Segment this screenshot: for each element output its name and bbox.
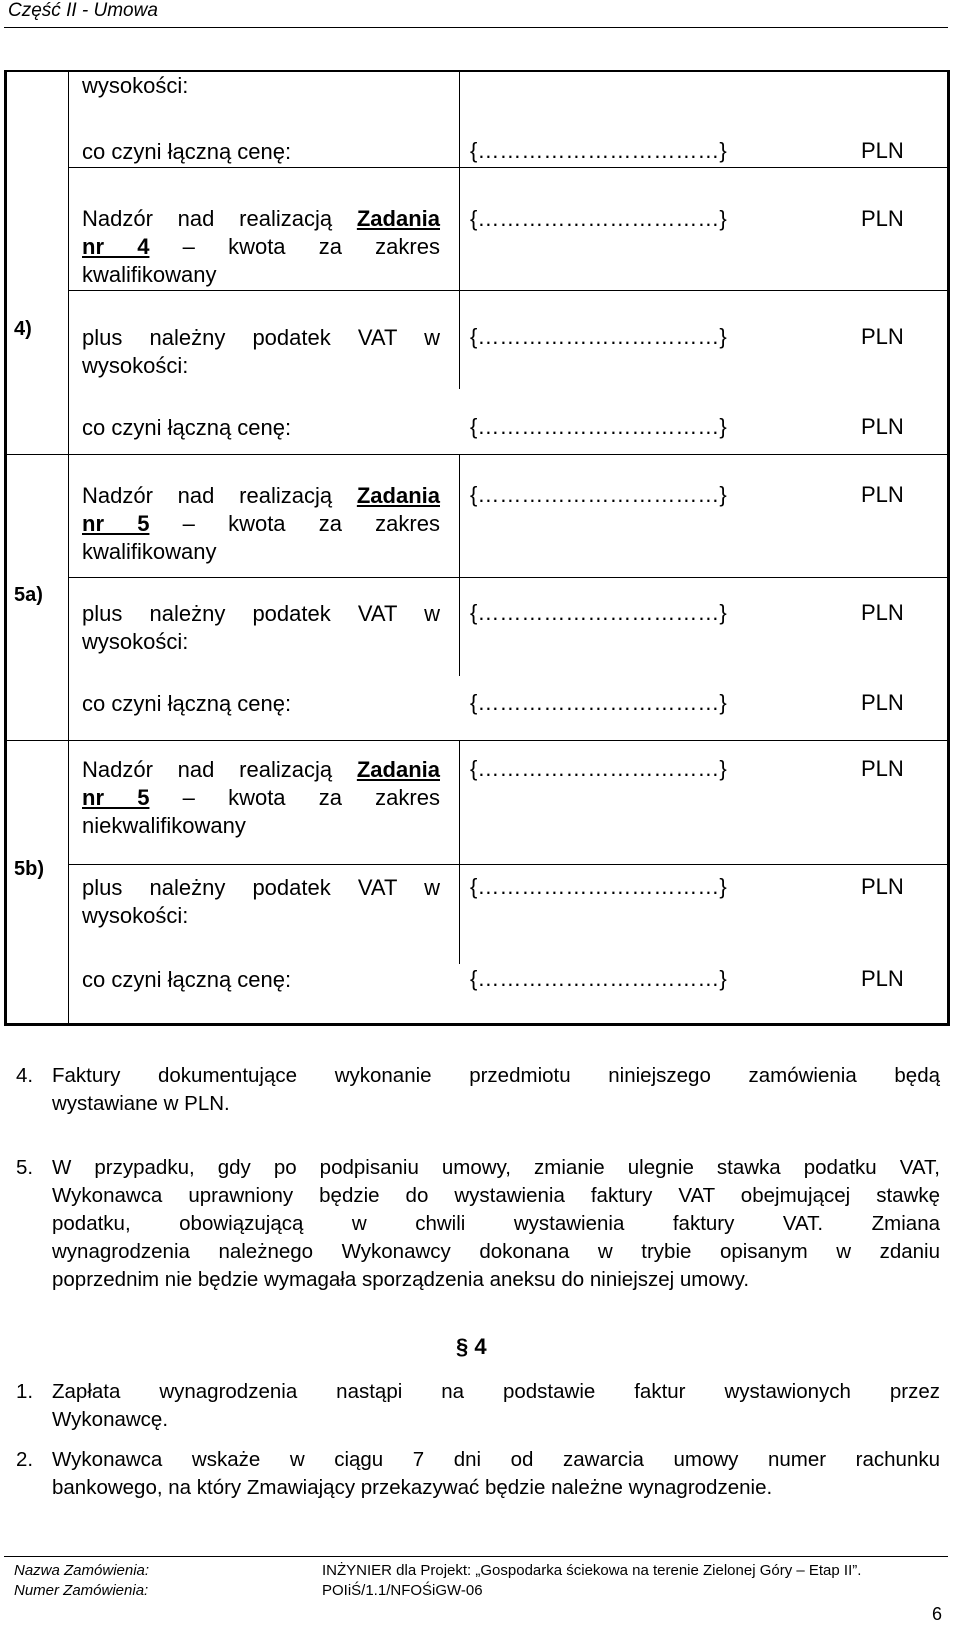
paragraph-number: 4.: [16, 1064, 34, 1087]
currency-label: PLN: [861, 414, 904, 439]
amount-placeholder: {……………………………}: [470, 206, 727, 231]
amount-placeholder: {……………………………}: [470, 414, 727, 439]
footer-name-value: INŻYNIER dla Projekt: „Gospodarka ściekowa na terenie Zielonej Góry – Etap II”.: [322, 1562, 862, 1579]
amount-placeholder: {……………………………}: [470, 874, 727, 899]
item-description: Nadzór nad realizacją Zadania nr 4 – kwota za zakres kwalifikowany: [82, 206, 440, 287]
paragraph-4: 4. Faktury dokumentujące wykonanie przedmiotu niniejszego zamówienia będą wystawiane w PLN.: [16, 1064, 940, 1115]
footer-number-label: Numer Zamówienia:: [14, 1582, 149, 1599]
row-divider: [4, 740, 950, 741]
row-number: 4): [14, 318, 32, 340]
amount-placeholder: {……………………………}: [470, 324, 727, 349]
clause-1: 1. Zapłata wynagrodzenia nastąpi na podstawie faktur wystawionych przez Wykonawcę.: [16, 1380, 940, 1431]
amount-placeholder: {……………………………}: [470, 138, 727, 163]
total-label: co czyni łączną cenę:: [82, 691, 292, 716]
vat-label: plus należny podatek VAT w wysokości:: [82, 325, 440, 378]
paragraph-number: 5.: [16, 1156, 34, 1179]
amount-placeholder: {……………………………}: [470, 966, 727, 991]
page-number: 6: [931, 1604, 942, 1624]
item-description: Nadzór nad realizacją Zadania nr 5 – kwota za zakres kwalifikowany: [82, 483, 440, 564]
row-divider: [68, 167, 950, 168]
col-divider-mid-5a: [459, 454, 460, 676]
clause-number: 2.: [16, 1448, 34, 1471]
vat-label: plus należny podatek VAT w wysokości:: [82, 875, 440, 928]
row-divider: [68, 290, 950, 291]
footer-name-label: Nazwa Zamówienia:: [14, 1562, 150, 1579]
footer-divider: [4, 1556, 948, 1557]
amount-placeholder: {……………………………}: [470, 600, 727, 625]
item-description: Nadzór nad realizacją Zadania nr 5 – kwota za zakres niekwalifikowany: [82, 757, 440, 838]
header-divider: [4, 27, 948, 28]
col-divider-mid-4: [459, 167, 460, 389]
col-divider-mid-5b: [459, 740, 460, 964]
section-heading: § 4: [456, 1334, 487, 1359]
vat-label-tail: wysokości:: [82, 73, 189, 98]
currency-label: PLN: [861, 690, 904, 715]
row-number: 5b): [14, 858, 44, 880]
currency-label: PLN: [861, 874, 904, 899]
currency-label: PLN: [861, 756, 904, 781]
amount-placeholder: {……………………………}: [470, 756, 727, 781]
currency-label: PLN: [861, 324, 904, 349]
row-number: 5a): [14, 584, 43, 606]
currency-label: PLN: [861, 482, 904, 507]
currency-label: PLN: [861, 138, 904, 163]
paragraph-5: 5. W przypadku, gdy po podpisaniu umowy, zmianie ulegnie stawka podatku VAT, Wykonawca uprawniony będzie do wystawienia faktury VAT obejmującej stawkę podatku, obowiązującą w chwili wystawienia faktury VAT. Zmiana wynagrodzenia należnego Wykonawcy dokonana w trybie opisanym w zdaniu poprzednim nie będzie wymagała sporządzenia aneksu do niniejszej umowy.: [16, 1156, 940, 1291]
total-label: co czyni łączną cenę:: [82, 415, 292, 440]
row-divider: [4, 454, 950, 455]
task-link: Zadania: [356, 206, 440, 231]
currency-label: PLN: [861, 600, 904, 625]
task-link: Zadania: [356, 757, 440, 782]
task-link: Zadania: [356, 483, 440, 508]
clause-2: 2. Wykonawca wskaże w ciągu 7 dni od zawarcia umowy numer rachunku bankowego, na który Zmawiający przekazywać będzie należne wynagrodzenie.: [16, 1448, 940, 1499]
currency-label: PLN: [861, 966, 904, 991]
clause-number: 1.: [16, 1380, 34, 1403]
amount-placeholder: {……………………………}: [470, 482, 727, 507]
total-label: co czyni łączną cenę:: [82, 967, 292, 992]
amount-placeholder: {……………………………}: [470, 690, 727, 715]
vat-label: plus należny podatek VAT w wysokości:: [82, 601, 440, 654]
footer-number-value: POIiŚ/1.1/NFOŚiGW-06: [322, 1582, 483, 1599]
total-label: co czyni łączną cenę:: [82, 139, 292, 164]
currency-label: PLN: [861, 206, 904, 231]
document-section-title: Część II - Umowa: [8, 0, 158, 21]
row-divider: [68, 577, 950, 578]
col-divider-left: [68, 70, 69, 1026]
row-divider: [68, 864, 950, 865]
